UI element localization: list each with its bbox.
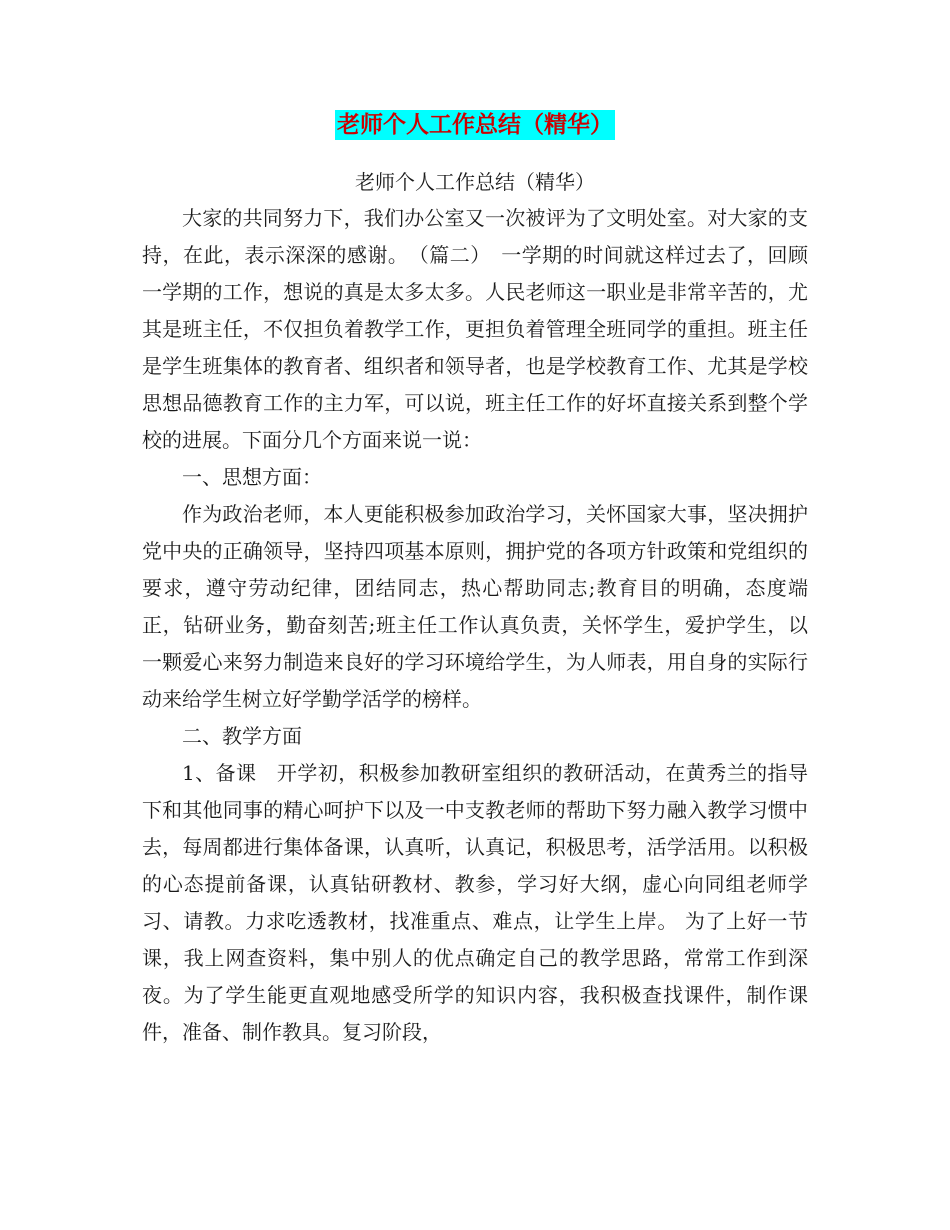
paragraph-lesson-prep: 1、备课 开学初，积极参加教研室组织的教研活动，在黄秀兰的指导下和其他同事的精心呵护下以及一中支教老师的帮助下努力融入教学习惯中去，每周都进行集体备课，认真听，认真记，积极思考，活学活用。以积极的心态提前备课，认真钻研教材、教参，学习好大纲，虚心向同组老师学习、请教。力求吃透教材，找准重点、难点，让学生上岸。 为了上好一节课，我上网查资料，集中别人的优点确定自己的教学思路，常常工作到深夜。为了学生能更直观地感受所学的知识内容，我积极查找课件，制作课件，准备、制作教具。复习阶段， [142, 761, 808, 1044]
title-wrapper [0, 110, 950, 140]
document-title: 老师个人工作总结（精华） [337, 112, 613, 138]
paragraph-thought: 作为政治老师，本人更能积极参加政治学习，关怀国家大事，坚决拥护党中央的正确领导，坚持四项基本原则，拥护党的各项方针政策和党组织的要求，遵守劳动纪律，团结同志，热心帮助同志;教育目的明确，态度端正，钻研业务，勤奋刻苦;班主任工作认真负责，关怀学生，爱护学生，以一颗爱心来努力制造来良好的学习环境给学生，为人师表，用自身的实际行动来给学生树立好学勤学活学的榜样。 [142, 502, 808, 711]
document-subtitle: 老师个人工作总结（精华） [355, 170, 595, 194]
paragraph-intro: 大家的共同努力下，我们办公室又一次被评为了文明处室。对大家的支持，在此，表示深深的感谢。 （篇二） 一学期的时间就这样过去了，回顾一学期的工作，想说的真是太多太多。人民老师这一职业是非常辛苦的，尤其是班主任，不仅担负着教学工作，更担负着管理全班同学的重担。班主任是学生班集体的教育者、组织者和领导者，也是学校教育工作、尤其是学校思想品德教育工作的主力军，可以说，班主任工作的好坏直接关系到整个学校的进展。下面分几个方面来说一说： [142, 206, 808, 452]
heading-thought: 一、思想方面： [182, 465, 322, 489]
document-body [142, 200, 808, 1051]
heading-teaching: 二、教学方面 [182, 724, 302, 748]
